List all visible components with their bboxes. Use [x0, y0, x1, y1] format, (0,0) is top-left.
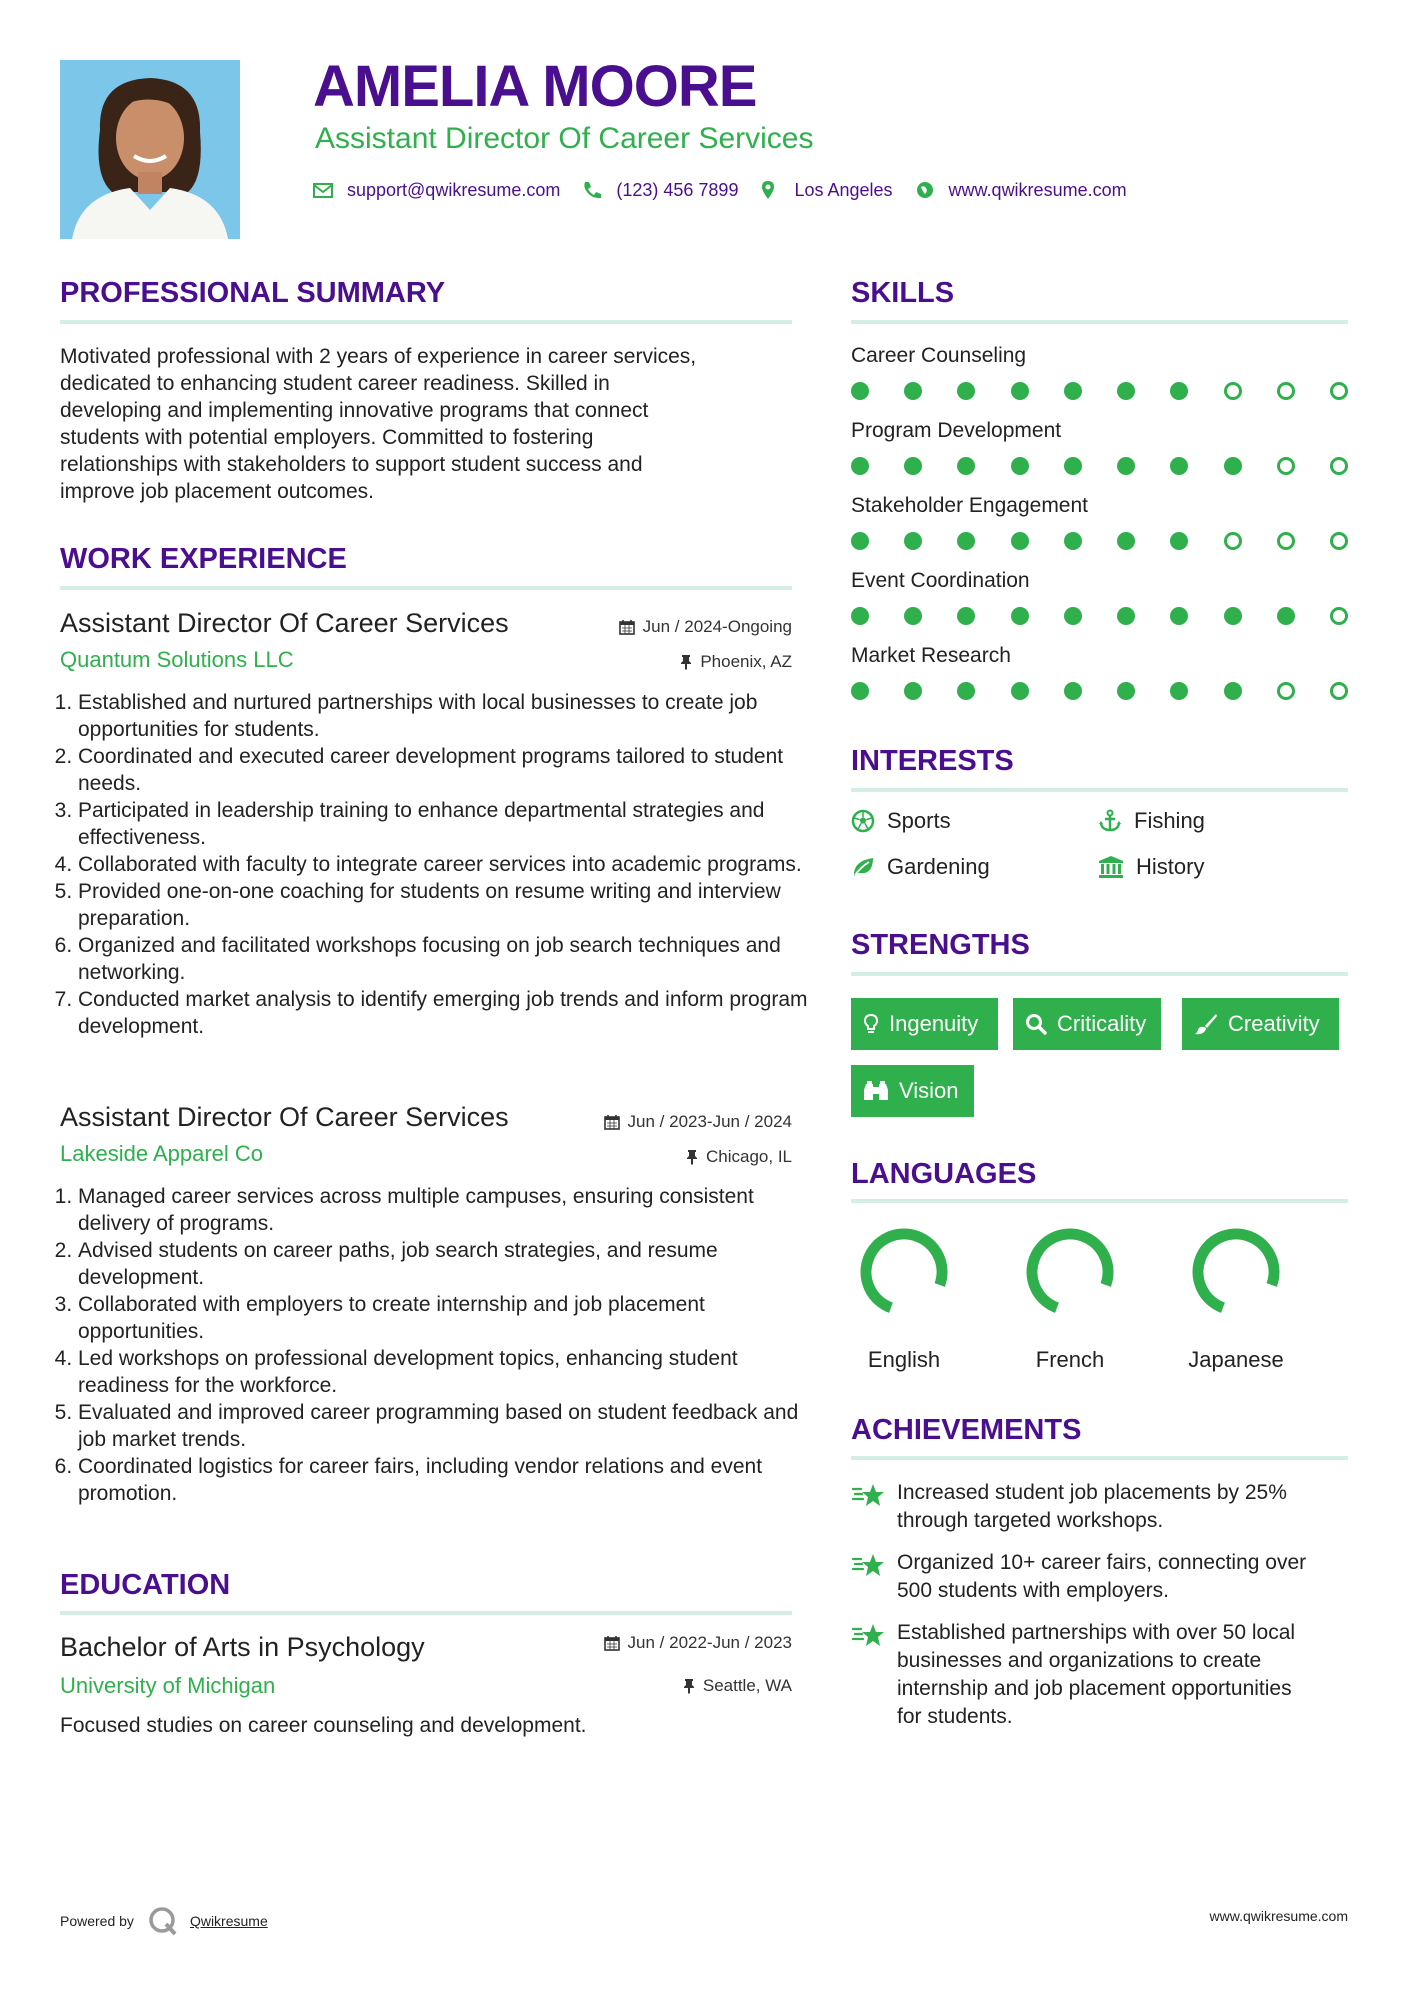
rating-dot-empty	[1330, 532, 1348, 550]
calendar-icon	[619, 619, 635, 635]
rating-dot-filled	[1170, 532, 1188, 550]
rating-dot-filled	[851, 457, 869, 475]
education-description: Focused studies on career counseling and development.	[60, 1714, 587, 1737]
rating-dot-empty	[1330, 457, 1348, 475]
rating-dot-empty	[1330, 682, 1348, 700]
summary-line: dedicated to enhancing student career readiness. Skilled in	[60, 372, 610, 395]
skill-name: Stakeholder Engagement	[851, 494, 1088, 517]
duty-item: 4. Led workshops on professional development topics, enhancing student readiness for the workforce.	[78, 1345, 818, 1399]
rating-dot-filled	[1117, 532, 1135, 550]
summary-line: developing and implementing innovative programs that connect	[60, 399, 649, 422]
interests-heading: INTERESTS	[851, 745, 1014, 777]
education-location	[540, 1677, 792, 1694]
flying-star-icon	[851, 1621, 885, 1649]
globe-icon	[915, 179, 937, 201]
strength-badge	[851, 1065, 974, 1117]
school-name: University of Michigan	[60, 1673, 276, 1698]
rating-dot-filled	[1064, 382, 1082, 400]
duty-item: 6. Organized and facilitated workshops focusing on job search techniques and networking.	[78, 932, 818, 986]
achievements-heading: ACHIEVEMENTS	[851, 1414, 1082, 1446]
language-ring-arc	[1032, 1234, 1108, 1308]
rating-dot-filled	[851, 532, 869, 550]
duty-item: 7. Conducted market analysis to identify emerging job trends and inform program development.	[78, 986, 818, 1040]
education-heading: EDUCATION	[60, 1569, 231, 1601]
pushpin-icon	[686, 1149, 698, 1165]
achievement-line: for students.	[897, 1705, 1013, 1728]
job-location-text: Phoenix, AZ	[700, 652, 792, 671]
summary-heading: PROFESSIONAL SUMMARY	[60, 277, 446, 309]
footer-url[interactable]: www.qwikresume.com	[1209, 1908, 1348, 1924]
duty-item: 4. Collaborated with faculty to integrate career services into academic programs.	[78, 851, 818, 878]
achievement-item	[851, 1619, 1351, 1731]
contact-email[interactable]: support@qwikresume.com	[347, 179, 561, 200]
skill-name: Event Coordination	[851, 569, 1030, 592]
rating-dot-filled	[1064, 457, 1082, 475]
duty-item: 1. Established and nurtured partnerships with local businesses to create job opportunities for students.	[78, 689, 818, 743]
paintbrush-icon	[1194, 1013, 1218, 1035]
rating-dot-filled	[1224, 457, 1242, 475]
skill-item	[851, 570, 1348, 625]
achievement-item	[851, 1479, 1351, 1535]
achievement-line: Increased student job placements by 25%	[897, 1481, 1287, 1504]
achievement-line: internship and job placement opportunities	[897, 1677, 1292, 1700]
rating-dot-filled	[957, 682, 975, 700]
language-item	[1010, 1222, 1130, 1373]
language-item	[1176, 1222, 1296, 1373]
section-divider	[60, 320, 792, 324]
skill-rating	[851, 382, 1348, 400]
duty-item: 2. Coordinated and executed career development programs tailored to student needs.	[78, 743, 818, 797]
museum-icon	[1098, 855, 1124, 879]
degree-title: Bachelor of Arts in Psychology	[60, 1632, 425, 1662]
contact-phone[interactable]: (123) 456 7899	[616, 179, 739, 200]
lightbulb-icon	[863, 1013, 879, 1035]
job-location-text: Chicago, IL	[706, 1147, 792, 1166]
candidate-title: Assistant Director Of Career Services	[315, 122, 814, 155]
section-divider	[60, 1611, 792, 1615]
contact-bar	[313, 178, 1149, 202]
duty-item: 5. Provided one-on-one coaching for students on resume writing and interview preparation.	[78, 878, 818, 932]
summary-line: relationships with stakeholders to support student success and	[60, 453, 643, 476]
rating-dot-filled	[1170, 682, 1188, 700]
strength-label: Criticality	[1057, 1011, 1147, 1036]
anchor-icon	[1098, 809, 1122, 833]
flying-star-icon	[851, 1481, 885, 1509]
rating-dot-filled	[1170, 607, 1188, 625]
rating-dot-empty	[1277, 682, 1295, 700]
section-divider	[851, 320, 1348, 324]
strength-badge	[851, 998, 998, 1050]
interest-item	[851, 854, 990, 880]
pushpin-icon	[680, 654, 692, 670]
search-icon	[1025, 1013, 1047, 1035]
rating-dot-filled	[904, 457, 922, 475]
rating-dot-filled	[1277, 607, 1295, 625]
rating-dot-filled	[904, 382, 922, 400]
duty-item: 2. Advised students on career paths, job search strategies, and resume development.	[78, 1237, 818, 1291]
achievement-line: businesses and organizations to create	[897, 1649, 1262, 1672]
interest-item	[1098, 808, 1205, 834]
languages-heading: LANGUAGES	[851, 1158, 1037, 1190]
achievement-line: 500 students with employers.	[897, 1579, 1169, 1602]
phone-icon	[582, 179, 604, 201]
rating-dot-empty	[1277, 457, 1295, 475]
interest-label: Sports	[887, 808, 951, 833]
rating-dot-filled	[957, 607, 975, 625]
rating-dot-filled	[1170, 382, 1188, 400]
job-title: Assistant Director Of Career Services	[60, 608, 509, 638]
skill-rating	[851, 457, 1348, 475]
rating-dot-filled	[1011, 682, 1029, 700]
language-label: French	[1035, 1347, 1105, 1372]
job-dates	[540, 618, 792, 635]
achievement-text	[897, 1549, 1306, 1605]
interest-label: History	[1136, 854, 1205, 879]
skill-rating	[851, 682, 1348, 700]
rating-dot-empty	[1277, 382, 1295, 400]
rating-dot-filled	[904, 682, 922, 700]
strength-label: Vision	[899, 1078, 959, 1103]
rating-dot-filled	[1011, 457, 1029, 475]
company-name: Quantum Solutions LLC	[60, 647, 294, 672]
achievement-text	[897, 1619, 1295, 1731]
skill-rating	[851, 607, 1348, 625]
rating-dot-empty	[1330, 607, 1348, 625]
education-dates	[540, 1634, 792, 1651]
job-location	[540, 653, 792, 670]
pushpin-icon	[683, 1678, 695, 1694]
interest-item	[1098, 854, 1204, 880]
summary-line: improve job placement outcomes.	[60, 480, 374, 503]
skill-item	[851, 420, 1348, 475]
qwikresume-logo-icon	[148, 1906, 178, 1936]
summary-line: students with potential employers. Committed to fostering	[60, 426, 594, 449]
achievement-line: through targeted workshops.	[897, 1509, 1164, 1532]
calendar-icon	[604, 1114, 620, 1130]
rating-dot-empty	[1224, 532, 1242, 550]
language-ring	[844, 1222, 964, 1322]
rating-dot-empty	[1277, 532, 1295, 550]
section-divider	[851, 1199, 1348, 1203]
rating-dot-empty	[1330, 382, 1348, 400]
duties-list	[60, 1183, 818, 1507]
rating-dot-filled	[957, 382, 975, 400]
duty-item: 6. Coordinated logistics for career fairs, including vendor relations and event promotion.	[78, 1453, 818, 1507]
rating-dot-filled	[851, 607, 869, 625]
job-dates-text: Jun / 2024-Ongoing	[642, 617, 792, 636]
binoculars-icon	[863, 1080, 889, 1102]
skill-rating	[851, 532, 1348, 550]
rating-dot-filled	[1011, 607, 1029, 625]
rating-dot-filled	[1224, 607, 1242, 625]
section-divider	[851, 1456, 1348, 1460]
rating-dot-filled	[904, 607, 922, 625]
language-label: Japanese	[1188, 1347, 1284, 1372]
profile-photo	[60, 60, 240, 239]
skills-heading: SKILLS	[851, 277, 955, 309]
strength-label: Creativity	[1228, 1011, 1320, 1036]
strength-label: Ingenuity	[889, 1011, 979, 1036]
languages-list	[844, 1222, 1364, 1372]
interest-item	[851, 808, 951, 834]
job-title: Assistant Director Of Career Services	[60, 1102, 509, 1132]
rating-dot-filled	[1011, 532, 1029, 550]
language-ring-arc	[866, 1234, 942, 1308]
brand-link[interactable]: Qwikresume	[189, 1913, 268, 1929]
skill-name: Career Counseling	[851, 344, 1027, 367]
contact-location: Los Angeles	[794, 179, 893, 200]
skill-item	[851, 345, 1348, 400]
section-divider	[851, 972, 1348, 976]
education-location-text: Seattle, WA	[702, 1676, 792, 1695]
achievement-text	[897, 1479, 1287, 1535]
calendar-icon	[604, 1635, 620, 1651]
map-pin-icon	[760, 179, 782, 201]
rating-dot-filled	[1170, 457, 1188, 475]
duty-item: 5. Evaluated and improved career programming based on student feedback and job market trends.	[78, 1399, 818, 1453]
language-ring-arc	[1198, 1234, 1274, 1308]
job-dates	[540, 1113, 792, 1130]
rating-dot-filled	[1064, 532, 1082, 550]
achievement-line: Organized 10+ career fairs, connecting over	[897, 1551, 1307, 1574]
achievement-line: Established partnerships with over 50 local	[897, 1621, 1296, 1644]
interest-label: Gardening	[887, 854, 990, 879]
education-dates-text: Jun / 2022-Jun / 2023	[627, 1633, 792, 1652]
achievement-item	[851, 1549, 1351, 1605]
footer-powered	[60, 1906, 268, 1936]
duty-item: 1. Managed career services across multiple campuses, ensuring consistent delivery of programs.	[78, 1183, 818, 1237]
language-item	[844, 1222, 964, 1373]
rating-dot-filled	[1117, 682, 1135, 700]
flying-star-icon	[851, 1551, 885, 1579]
rating-dot-filled	[851, 382, 869, 400]
language-label: English	[867, 1347, 941, 1372]
duty-item: 3. Participated in leadership training to enhance departmental strategies and effectiveness.	[78, 797, 818, 851]
rating-dot-filled	[904, 532, 922, 550]
achievements-list	[851, 1479, 1351, 1745]
skill-name: Program Development	[851, 419, 1062, 442]
rating-dot-filled	[1064, 682, 1082, 700]
job-dates-text: Jun / 2023-Jun / 2024	[627, 1112, 792, 1131]
company-name: Lakeside Apparel Co	[60, 1141, 264, 1166]
powered-by-text: Powered by	[60, 1913, 134, 1929]
contact-website[interactable]: www.qwikresume.com	[948, 179, 1127, 200]
interest-label: Fishing	[1134, 808, 1205, 833]
section-divider	[60, 586, 792, 590]
summary-text	[60, 343, 800, 505]
experience-heading: WORK EXPERIENCE	[60, 543, 347, 575]
rating-dot-filled	[1117, 457, 1135, 475]
strength-badge	[1182, 998, 1339, 1050]
rating-dot-filled	[1064, 607, 1082, 625]
strength-badge	[1013, 998, 1161, 1050]
rating-dot-empty	[1224, 382, 1242, 400]
duties-list	[60, 689, 818, 1040]
section-divider	[851, 788, 1348, 792]
rating-dot-filled	[851, 682, 869, 700]
soccer-ball-icon	[851, 809, 875, 833]
summary-line: Motivated professional with 2 years of experience in career services,	[60, 345, 697, 368]
envelope-icon	[313, 179, 335, 201]
rating-dot-filled	[1117, 382, 1135, 400]
skill-item	[851, 645, 1348, 700]
rating-dot-filled	[1117, 607, 1135, 625]
language-ring	[1010, 1222, 1130, 1322]
rating-dot-filled	[957, 457, 975, 475]
leaf-icon	[851, 855, 875, 879]
language-ring	[1176, 1222, 1296, 1322]
candidate-name: AMELIA MOORE	[313, 54, 757, 119]
rating-dot-filled	[957, 532, 975, 550]
job-location	[540, 1148, 792, 1165]
rating-dot-filled	[1224, 682, 1242, 700]
duty-item: 3. Collaborated with employers to create internship and job placement opportunities.	[78, 1291, 818, 1345]
skill-item	[851, 495, 1348, 550]
rating-dot-filled	[1011, 382, 1029, 400]
skill-name: Market Research	[851, 644, 1011, 667]
strengths-heading: STRENGTHS	[851, 929, 1030, 961]
